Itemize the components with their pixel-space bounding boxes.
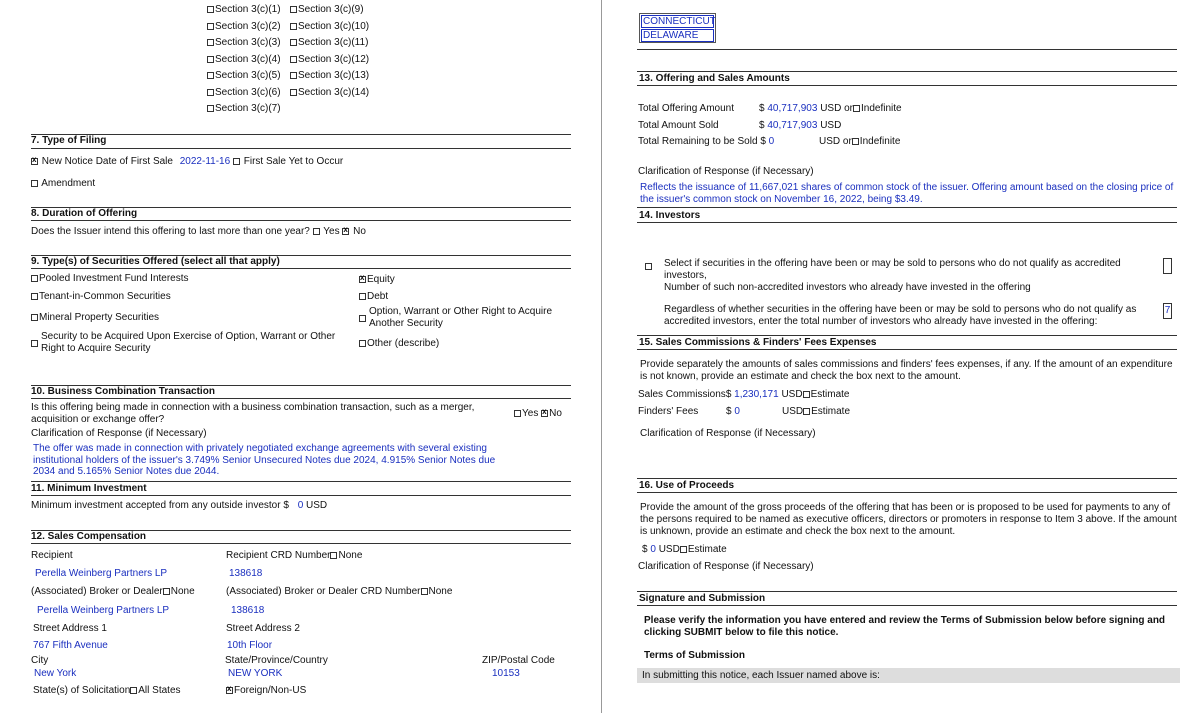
s13-clarification-line-2: the issuer's common stock on November 16, 2022, being $3.49. [640,194,923,205]
section-3c-checkbox[interactable] [290,89,297,96]
mineral-label: Mineral Property Securities [39,312,160,323]
section-3c-checkbox[interactable] [207,6,214,13]
divider [31,220,571,221]
section-3c-label: Section 3(c)(11) [298,37,369,48]
option-warrant-label-1: Option, Warrant or Other Right to Acquire [369,306,553,317]
terms-title: Terms of Submission [644,650,745,661]
section-3c-checkbox[interactable] [290,39,297,46]
finders-value: 0 [734,406,740,417]
finders-estimate-checkbox[interactable] [803,408,810,415]
security-exercise-checkbox[interactable] [31,340,38,347]
other-label: Other (describe) [367,338,440,349]
proceeds-estimate-label: Estimate [687,544,727,555]
commissions-value: 1,230,171 [734,389,779,400]
s15-description-line-1: Provide separately the amounts of sales commissions and finders' fees expenses, if any. If the amount of an expenditure [640,359,1173,370]
broker-crd-none-checkbox[interactable] [421,588,428,595]
section-11-title: 11. Minimum Investment [31,483,147,494]
tenant-label: Tenant-in-Common Securities [39,291,171,302]
section-3c-option[interactable] [207,37,281,48]
total-investors-line-1: Regardless of whether securities in the offering have been or may be sold to persons who do not qualify as [664,304,1137,315]
total-sold-value: 40,717,903 [767,120,818,131]
section-3c-option[interactable] [290,70,369,81]
option-warrant-checkbox[interactable] [359,315,366,322]
remaining-label: Total Remaining to be Sold [638,136,758,147]
broker-none-label: None [170,586,195,597]
section-3c-checkbox[interactable] [207,105,214,112]
section-7-title: 7. Type of Filing [31,135,107,146]
broker-crd-label: (Associated) Broker or Dealer CRD Number [226,586,421,597]
broker-crd-none-label: None [428,586,453,597]
city-label: City [31,655,49,666]
section-3c-checkbox[interactable] [290,56,297,63]
state-item: CONNECTICUT [643,16,716,27]
terms-text: In submitting this notice, each Issuer named above is: [642,670,880,681]
zip-label: ZIP/Postal Code [482,655,555,666]
page-divider [601,0,602,713]
section-8-title: 8. Duration of Offering [31,208,138,219]
section-3c-label: Section 3(c)(13) [298,70,370,81]
section-3c-label: Section 3(c)(10) [298,20,370,32]
section-3c-checkbox[interactable] [207,56,214,63]
section-13-title: 13. Offering and Sales Amounts [639,73,790,84]
yet-to-occur-checkbox[interactable] [233,158,240,165]
verify-line-2: clicking SUBMIT below to file this notice. [644,627,839,638]
s13-clarification-label: Clarification of Response (if Necessary) [638,166,814,177]
duration-yes-label: Yes [323,226,340,237]
state-item: DELAWARE [641,29,714,42]
tenant-checkbox[interactable] [31,293,38,300]
finders-label: Finders' Fees [638,406,699,417]
bc-clarification-line-2: institutional holders of the issuer's 3.749% Senior Unsecured Notes due 2024, 4.915% Senior Notes due [33,454,496,466]
section-3c-option[interactable] [290,37,368,48]
proceeds-usd: USD [658,544,680,555]
divider [637,49,1177,50]
finders-usd: USD [782,406,804,417]
remaining-indefinite-label: Indefinite [859,136,901,147]
section-3c-option[interactable] [290,54,369,65]
state-label: State/Province/Country [225,655,328,666]
section-3c-checkbox[interactable] [207,89,214,96]
section-3c-option[interactable] [290,4,364,15]
bc-clarification-line-1: The offer was made in connection with privately negotiated exchange agreements with several existing [33,443,487,454]
mineral-checkbox[interactable] [31,314,38,321]
total-sold-usd: USD [820,120,842,131]
foreign-label: Foreign/Non-US [234,685,307,696]
section-3c-checkbox[interactable] [207,72,214,79]
total-offering-label: Total Offering Amount [638,103,734,114]
s16-description-line-3: is unknown, provide an estimate and check the box next to the amount. [640,526,956,537]
non-accredited-count-label: Number of such non-accredited investors who already have invested in the offering [664,282,1031,293]
section-3c-checkbox[interactable] [207,23,214,30]
zip-value: 10153 [492,668,520,679]
section-14-title: 14. Investors [639,210,701,221]
business-combination-question-1: Is this offering being made in connection with a business combination transaction, such as a merger, [31,402,475,413]
divider [637,591,1177,592]
min-investment-label: Minimum investment accepted from any outside investor [31,500,281,511]
non-accredited-select-line-1: Select if securities in the offering have been or may be sold to persons who do not qualify as accredited [664,258,1121,269]
divider [637,71,1177,72]
total-investors-line-2: accredited investors, enter the total number of investors who already have invested in the offering: [664,316,1098,327]
finders-estimate-label: Estimate [811,406,851,417]
s13-clarification-line-1: Reflects the issuance of 11,667,021 shares of common stock of the issuer. Offering amount based on the closing price of [640,182,1174,193]
remaining-currency: $ [760,136,766,147]
states-list [639,13,716,43]
proceeds-currency: $ [642,544,648,555]
remaining-usd-or: USD or [819,136,852,147]
section-3c-label: Section 3(c)(9) [298,4,364,15]
section-3c-label: Section 3(c)(6) [215,86,281,98]
section-3c-label: Section 3(c)(7) [215,103,281,114]
total-sold-currency: $ [759,120,765,131]
remaining-value: 0 [768,136,775,147]
duration-yes-checkbox[interactable] [313,228,320,235]
commissions-currency: $ [725,389,732,400]
non-accredited-select-line-2: investors, [664,270,707,281]
new-notice-label: New Notice [41,156,93,167]
recipient-crd-label: Recipient CRD Number [226,550,331,561]
total-offering-indefinite-label: Indefinite [860,103,902,114]
section-3c-label: Section 3(c)(2) [215,20,281,32]
section-3c-label: Section 3(c)(14) [298,86,370,98]
duration-question: Does the Issuer intend this offering to last more than one year? [31,226,310,237]
pooled-checkbox[interactable] [31,275,38,282]
section-3c-label: Section 3(c)(5) [215,70,281,81]
recipient-value: Perella Weinberg Partners LP [35,568,168,579]
commissions-label: Sales Commissions [638,389,726,400]
bc-no-checkbox[interactable] [541,410,548,417]
broker-crd-value: 138618 [231,605,265,616]
section-10-title: 10. Business Combination Transaction [31,386,215,397]
section-3c-option[interactable] [207,54,281,65]
debt-label: Debt [367,291,389,302]
bc-yes-label: Yes [522,408,539,419]
section-3c-checkbox[interactable] [290,72,297,79]
section-3c-option[interactable] [207,70,281,81]
non-accredited-count-box[interactable] [1163,258,1172,274]
security-exercise-label-1: Security to be Acquired Upon Exercise of Option, Warrant or Other [41,331,336,342]
proceeds-value: 0 [650,544,656,555]
total-sold-label: Total Amount Sold [638,120,719,131]
recipient-crd-none-label: None [338,550,363,561]
security-exercise-label-2: Right to Acquire Security [41,343,151,354]
commissions-estimate-label: Estimate [810,389,850,400]
divider [31,481,571,482]
s16-clarification-label: Clarification of Response (if Necessary) [638,561,814,572]
option-warrant-label-2: Another Security [369,318,443,329]
pooled-label: Pooled Investment Fund Interests [39,273,189,284]
equity-checkbox[interactable] [359,276,366,283]
divider [637,335,1177,336]
street1-value: 767 Fifth Avenue [33,640,108,651]
street1-label: Street Address 1 [33,623,107,634]
other-checkbox[interactable] [359,340,366,347]
section-3c-option[interactable] [290,87,369,98]
solicitation-label: State(s) of Solicitation [33,685,131,696]
divider [637,207,1177,208]
divider [31,495,571,496]
divider [637,492,1177,493]
section-12-title: 12. Sales Compensation [31,531,147,542]
street2-label: Street Address 2 [226,623,300,634]
duration-no-checkbox[interactable] [342,228,349,235]
non-accredited-checkbox[interactable] [645,263,652,270]
section-9-title: 9. Type(s) of Securities Offered (select all that apply) [31,256,280,267]
recipient-crd-value: 138618 [229,568,263,579]
s16-description-line-2: the persons required to be named as executive officers, directors or promoters in response to Item 3 above. If the amount [640,514,1177,525]
bc-clarification-line-3: 2034 and 5.165% Senior Notes due 2044. [33,466,220,477]
foreign-checkbox[interactable] [226,687,233,694]
broker-label: (Associated) Broker or Dealer [31,586,163,597]
all-states-checkbox[interactable] [130,687,137,694]
yet-to-occur-label: First Sale Yet to Occur [243,156,344,167]
s15-clarification-label: Clarification of Response (if Necessary) [640,428,816,439]
section-3c-label: Section 3(c)(3) [215,37,281,48]
divider [31,543,571,544]
divider [31,398,571,399]
recipient-crd-none-checkbox[interactable] [330,552,337,559]
section-3c-checkbox[interactable] [207,39,214,46]
s15-description-line-2: is not known, provide an estimate and check the box next to the amount. [640,371,961,382]
broker-none-checkbox[interactable] [163,588,170,595]
divider [637,478,1177,479]
total-offering-indefinite-checkbox[interactable] [853,105,860,112]
proceeds-estimate-checkbox[interactable] [680,546,687,553]
divider [637,85,1177,86]
bc-yes-checkbox[interactable] [514,410,521,417]
min-investment-currency: $ [283,500,289,511]
equity-label: Equity [367,274,395,285]
total-offering-usd-or: USD or [820,103,853,114]
section-3c-checkbox[interactable] [290,23,297,30]
section-3c-option[interactable] [207,21,281,32]
total-offering-currency: $ [759,103,765,114]
min-investment-unit: USD [306,500,328,511]
date-first-sale-label: Date of First Sale [95,156,173,167]
debt-checkbox[interactable] [359,293,366,300]
s16-description-line-1: Provide the amount of the gross proceeds of the offering that has been or is proposed to be used for payments to any of [640,502,1171,513]
signature-title: Signature and Submission [639,593,766,604]
divider [31,268,571,269]
city-value: New York [34,668,77,679]
commissions-estimate-checkbox[interactable] [803,391,810,398]
total-offering-value: 40,717,903 [767,103,818,114]
section-3c-option[interactable] [290,21,369,32]
duration-no-label: No [353,226,366,237]
amendment-checkbox[interactable] [31,180,38,187]
section-3c-label: Section 3(c)(1) [215,4,281,15]
all-states-label: All States [138,685,181,696]
divider [31,134,571,135]
date-first-sale-value: 2022-11-16 [179,156,231,167]
amendment-label: Amendment [41,178,96,189]
bc-clarification-label: Clarification of Response (if Necessary) [31,428,207,439]
section-3c-option[interactable] [207,4,281,15]
section-3c-checkbox[interactable] [290,6,297,13]
new-notice-checkbox[interactable] [31,158,38,165]
section-16-title: 16. Use of Proceeds [639,480,735,491]
verify-line-1: Please verify the information you have entered and review the Terms of Submission below before signing and [644,615,1166,626]
commissions-usd: USD [781,389,803,400]
remaining-indefinite-checkbox[interactable] [852,138,859,145]
section-3c-option[interactable] [207,103,281,114]
street2-value: 10th Floor [227,640,273,651]
state-value: NEW YORK [228,668,283,679]
recipient-label: Recipient [31,550,73,561]
section-15-title: 15. Sales Commissions & Finders' Fees Expenses [639,337,877,348]
broker-value: Perella Weinberg Partners LP [37,605,170,616]
finders-currency: $ [726,406,732,417]
section-3c-option[interactable] [207,87,281,98]
divider [637,349,1177,350]
divider [31,148,571,149]
min-investment-value: 0 [297,500,304,511]
business-combination-question-2: acquisition or exchange offer? [31,414,165,425]
bc-no-label: No [549,408,562,419]
total-investors-box[interactable]: 7 [1163,303,1172,319]
divider [637,222,1177,223]
section-3c-label: Section 3(c)(4) [215,53,281,65]
divider [637,605,1177,606]
section-3c-label: Section 3(c)(12) [298,53,370,65]
